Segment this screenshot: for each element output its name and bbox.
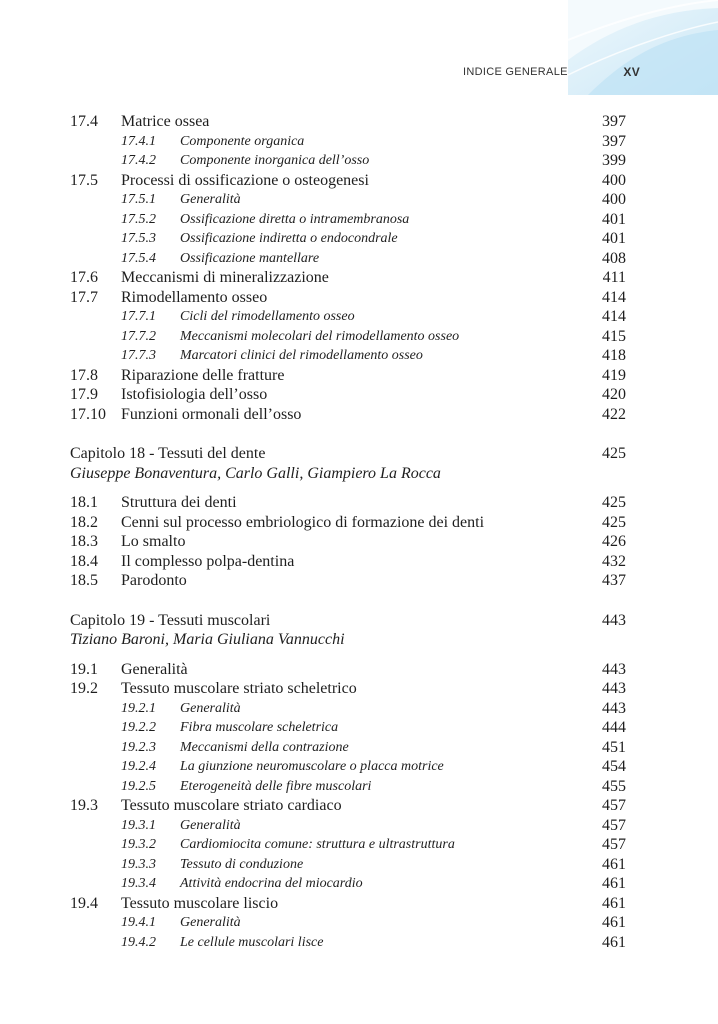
entry-page: 451 (602, 738, 626, 756)
toc-subsection (0, 190, 718, 210)
entry-page: 432 (602, 552, 626, 570)
entry-number: 17.9 (70, 386, 98, 403)
entry-page: 400 (602, 171, 626, 189)
entry-page: 454 (602, 758, 626, 775)
entry-title: Meccanismi di mineralizzazione (121, 269, 329, 286)
entry-page: 397 (602, 132, 626, 150)
toc-section (0, 366, 718, 386)
entry-page: 461 (602, 855, 626, 873)
entry-title: Matrice ossea (121, 113, 210, 130)
running-head-title: INDICE GENERALE (463, 66, 568, 78)
toc-section (0, 796, 718, 816)
entry-title: Ossificazione diretta o intramembranosa (180, 211, 410, 227)
entry-page: 411 (602, 269, 626, 286)
entry-title: Generalità (180, 700, 241, 716)
entry-number: 19.2 (70, 680, 98, 697)
entry-title: Tessuto muscolare striato scheletrico (121, 680, 357, 697)
entry-number: 17.8 (70, 366, 98, 384)
toc-section (0, 171, 718, 191)
toc-subsection (0, 151, 718, 171)
toc-section (0, 513, 718, 533)
entry-page: 443 (602, 680, 626, 697)
entry-title: Cenni sul processo embriologico di formazione dei denti (121, 513, 485, 531)
toc-section (0, 679, 718, 699)
entry-number: 18.1 (70, 494, 98, 511)
entry-title: Generalità (180, 192, 241, 207)
toc-subsection (0, 855, 718, 875)
entry-page: 425 (602, 513, 626, 531)
toc-subsection (0, 816, 718, 836)
entry-page: 401 (602, 210, 626, 228)
entry-title: Tessuto muscolare striato cardiaco (121, 797, 342, 814)
entry-number: 17.7.2 (121, 328, 156, 344)
toc-subsection (0, 757, 718, 777)
chapter-heading (70, 444, 265, 464)
entry-number: 17.5 (70, 171, 98, 189)
toc-authors (0, 464, 718, 484)
entry-number: 17.5.3 (121, 231, 156, 246)
entry-page: 461 (602, 914, 626, 931)
entry-number: 19.2.5 (121, 778, 156, 794)
toc-subsection (0, 933, 718, 953)
chapter-label: Capitolo 19 - (70, 611, 159, 629)
toc-section (0, 385, 718, 405)
entry-page: 461 (602, 894, 626, 912)
entry-title: Componente organica (180, 133, 305, 149)
entry-page: 399 (602, 152, 626, 169)
entry-title: Componente inorganica dell’osso (180, 153, 370, 168)
toc-subsection (0, 718, 718, 738)
toc-chapter (0, 611, 718, 631)
entry-title: Riparazione delle fratture (121, 366, 285, 384)
entry-title: Funzioni ormonali dell’osso (121, 405, 302, 423)
entry-page: 422 (602, 405, 626, 423)
toc-section (0, 571, 718, 591)
entry-number: 19.1 (70, 660, 98, 678)
entry-page: 444 (602, 719, 626, 736)
entry-number: 19.3 (70, 797, 98, 814)
toc-section (0, 660, 718, 680)
page-number: XV (623, 65, 640, 79)
toc-subsection (0, 913, 718, 933)
entry-number: 19.2.4 (121, 759, 156, 774)
entry-title: Cicli del rimodellamento osseo (180, 309, 355, 324)
entry-number: 19.2.1 (121, 700, 156, 716)
entry-page: 457 (602, 816, 626, 834)
toc-section (0, 552, 718, 572)
chapter-label: Capitolo 18 - (70, 445, 159, 462)
entry-number: 17.6 (70, 269, 98, 286)
toc-subsection (0, 346, 718, 366)
entry-number: 17.7.1 (121, 309, 156, 324)
chapter-heading (70, 611, 270, 631)
entry-title: Cardiomiocita comune: struttura e ultrastruttura (180, 837, 455, 852)
toc-section (0, 112, 718, 132)
entry-number: 18.3 (70, 533, 98, 550)
entry-title: Meccanismi molecolari del rimodellamento osseo (180, 328, 460, 344)
toc-subsection (0, 229, 718, 249)
entry-page: 420 (602, 386, 626, 403)
entry-page: 425 (602, 494, 626, 511)
entry-number: 17.5.2 (121, 211, 156, 227)
entry-number: 17.4.1 (121, 133, 156, 149)
entry-number: 17.10 (70, 405, 106, 423)
toc-section (0, 268, 718, 288)
entry-number: 19.4.1 (121, 915, 156, 930)
entry-number: 17.5.1 (121, 192, 156, 207)
toc-section (0, 894, 718, 914)
toc-subsection (0, 327, 718, 347)
chapter-authors: Tiziano Baroni, Maria Giuliana Vannucchi (70, 631, 345, 648)
toc-subsection (0, 874, 718, 894)
entry-page: 425 (602, 445, 626, 462)
entry-number: 17.4.2 (121, 153, 156, 168)
entry-title: Fibra muscolare scheletrica (180, 720, 339, 735)
entry-title: Eterogeneità delle fibre muscolari (180, 778, 372, 794)
entry-title: Processi di ossificazione o osteogenesi (121, 171, 369, 189)
entry-number: 18.2 (70, 513, 98, 531)
toc-subsection (0, 738, 718, 758)
entry-title: Tessuto di conduzione (180, 856, 304, 872)
entry-title: Il complesso polpa-dentina (121, 552, 295, 570)
toc-subsection (0, 307, 718, 327)
toc-section (0, 288, 718, 308)
toc-subsection (0, 777, 718, 797)
entry-number: 17.7.3 (121, 348, 156, 363)
entry-page: 443 (602, 660, 626, 678)
entry-title: Rimodellamento osseo (121, 288, 268, 306)
chapter-title: Tessuti del dente (158, 445, 266, 462)
entry-title: Lo smalto (121, 533, 186, 550)
entry-page: 400 (602, 191, 626, 208)
entry-title: Generalità (180, 915, 241, 930)
entry-number: 17.4 (70, 113, 98, 130)
entry-page: 401 (602, 230, 626, 247)
entry-number: 19.3.3 (121, 856, 156, 872)
entry-number: 18.4 (70, 552, 98, 570)
entry-page: 457 (602, 797, 626, 814)
chapter-authors: Giuseppe Bonaventura, Carlo Galli, Giampiero La Rocca (70, 464, 441, 482)
entry-page: 414 (602, 288, 626, 306)
entry-number: 18.5 (70, 572, 98, 589)
toc-subsection (0, 249, 718, 269)
entry-title: Tessuto muscolare liscio (121, 894, 279, 912)
entry-title: Ossificazione indiretta o endocondrale (180, 231, 398, 246)
entry-page: 437 (602, 572, 626, 589)
entry-page: 457 (602, 836, 626, 853)
entry-title: Generalità (180, 817, 241, 833)
toc-subsection (0, 210, 718, 230)
entry-number: 19.3.2 (121, 837, 156, 852)
toc-section (0, 405, 718, 425)
entry-number: 19.2.2 (121, 720, 156, 735)
entry-title: Struttura dei denti (121, 494, 237, 511)
entry-number: 19.3.4 (121, 876, 156, 891)
entry-title: Attività endocrina del miocardio (180, 876, 363, 891)
entry-page: 414 (602, 308, 626, 325)
toc-subsection (0, 835, 718, 855)
toc-section (0, 532, 718, 552)
entry-page: 443 (602, 699, 626, 717)
entry-number: 17.7 (70, 288, 98, 306)
entry-page: 426 (602, 533, 626, 550)
toc-subsection (0, 699, 718, 719)
entry-number: 19.4.2 (121, 934, 156, 950)
entry-page: 455 (602, 777, 626, 795)
decorative-wave (568, 0, 718, 95)
toc-subsection (0, 132, 718, 152)
entry-title: Meccanismi della contrazione (180, 739, 349, 755)
entry-title: Ossificazione mantellare (180, 250, 320, 266)
entry-page: 418 (602, 347, 626, 364)
entry-number: 17.5.4 (121, 250, 156, 266)
entry-page: 419 (602, 366, 626, 384)
entry-page: 443 (602, 611, 626, 629)
toc-chapter (0, 444, 718, 464)
entry-title: Marcatori clinici del rimodellamento osseo (180, 348, 423, 363)
entry-title: Parodonto (121, 572, 187, 589)
entry-page: 461 (602, 933, 626, 951)
entry-page: 461 (602, 875, 626, 892)
toc-section (0, 493, 718, 513)
entry-number: 19.2.3 (121, 739, 156, 755)
entry-number: 19.4 (70, 894, 98, 912)
entry-title: Le cellule muscolari lisce (180, 934, 324, 950)
entry-page: 397 (602, 113, 626, 130)
entry-number: 19.3.1 (121, 817, 156, 833)
entry-page: 408 (602, 249, 626, 267)
toc-authors (0, 630, 718, 650)
entry-page: 415 (602, 327, 626, 345)
entry-title: La giunzione neuromuscolare o placca motrice (180, 759, 444, 774)
chapter-title: Tessuti muscolari (158, 611, 271, 629)
entry-title: Istofisiologia dell’osso (121, 386, 268, 403)
entry-title: Generalità (121, 660, 188, 678)
